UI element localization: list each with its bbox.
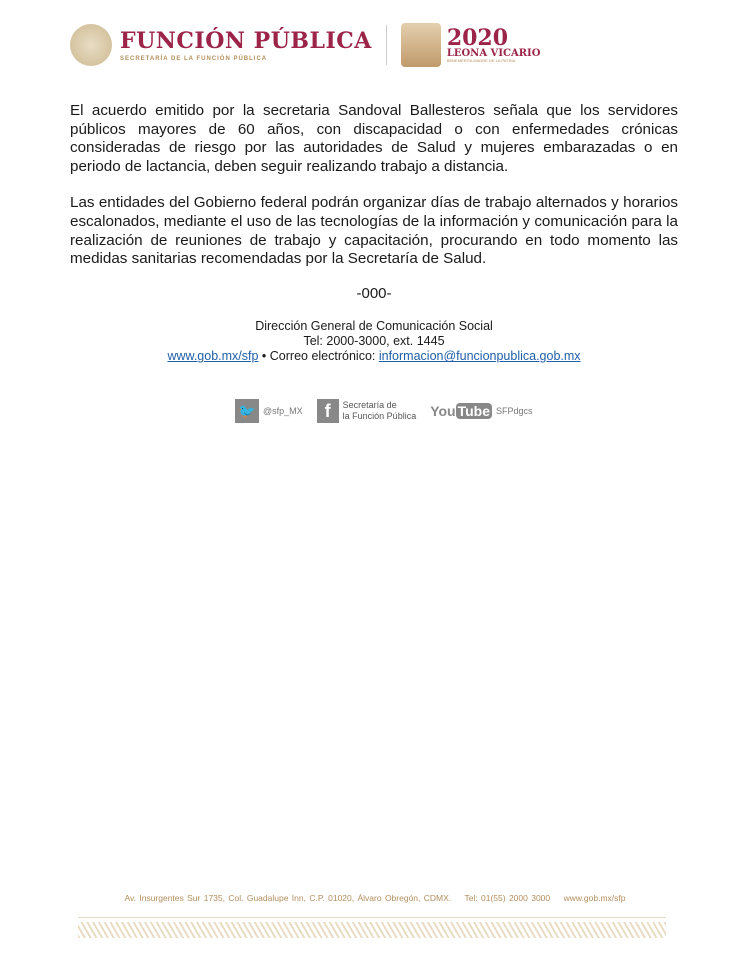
year-name: LEONA VICARIO [446,48,541,59]
email-label: • Correo electrónico: [258,349,379,364]
brand-subtitle: SECRETARÍA DE LA FUNCIÓN PÚBLICA [120,56,268,62]
facebook-link[interactable] [317,399,417,423]
facebook-name-line1: Secretaría de [342,400,397,410]
mexico-seal-icon [70,24,112,66]
twitter-link[interactable] [235,399,303,423]
footer-address-line [70,893,680,903]
paragraph: Las entidades del Gobierno federal podrán organizar días de trabajo alternados y horarios escalonados, mediante el uso de las tecnologías de la información y comunicación para la realización de reuniones de trabajo y capacitación, procurando en todo momento las medidas sanitarias recomendadas por la Secretaría de Salud. [70,194,678,268]
email-link[interactable]: informacion@funcionpublica.gob.mx [378,349,581,364]
footer-phone: Tel: 01(55) 2000 3000 [464,893,551,903]
youtube-handle: SFPdgcs [496,406,533,416]
youtube-tube: Tube [457,403,491,419]
facebook-icon: f [317,399,339,423]
year-text: 2020 [446,25,509,51]
youtube-icon [430,403,492,419]
year-subtitle: BENEMÉRITA MADRE DE LA PATRIA [446,58,516,63]
document-body [70,102,678,364]
footer-website: www.gob.mx/sfp [563,893,626,903]
twitter-handle: @sfp_MX [263,406,303,416]
social-links [235,399,533,423]
twitter-icon: 🐦 [235,399,259,423]
footer-address: Av. Insurgentes Sur 1735, Col. Guadalupe Inn, C.P. 01020, Álvaro Obregón, CDMX. [124,893,452,903]
office-name: Dirección General de Comunicación Social [255,319,493,334]
contact-block [70,319,678,364]
paragraph: El acuerdo emitido por la secretaria Sandoval Ballesteros señala que los servidores públicos mayores de 60 años, con discapacidad o con enfermedades crónicas consideradas de riesgo por las autoridades de Salud y mujeres embarazadas o en periodo de lactancia, deben seguir realizando trabajo a distancia. [70,102,678,175]
year-logo [447,27,541,63]
youtube-link[interactable] [430,403,532,419]
office-phone: Tel: 2000-3000, ext. 1445 [303,334,445,349]
letterhead [70,20,540,70]
youtube-you: You [430,403,456,419]
facebook-name-line2: la Función Pública [342,411,417,421]
brand-logo [120,28,372,62]
separator: -000- [356,284,392,302]
brand-title: FUNCIÓN PÚBLICA [120,28,372,54]
footer-divider [78,917,666,918]
footer-decorative-pattern [78,922,666,938]
website-link[interactable]: www.gob.mx/sfp [167,349,259,364]
leona-vicario-portrait [401,23,441,67]
header-divider [386,25,387,65]
